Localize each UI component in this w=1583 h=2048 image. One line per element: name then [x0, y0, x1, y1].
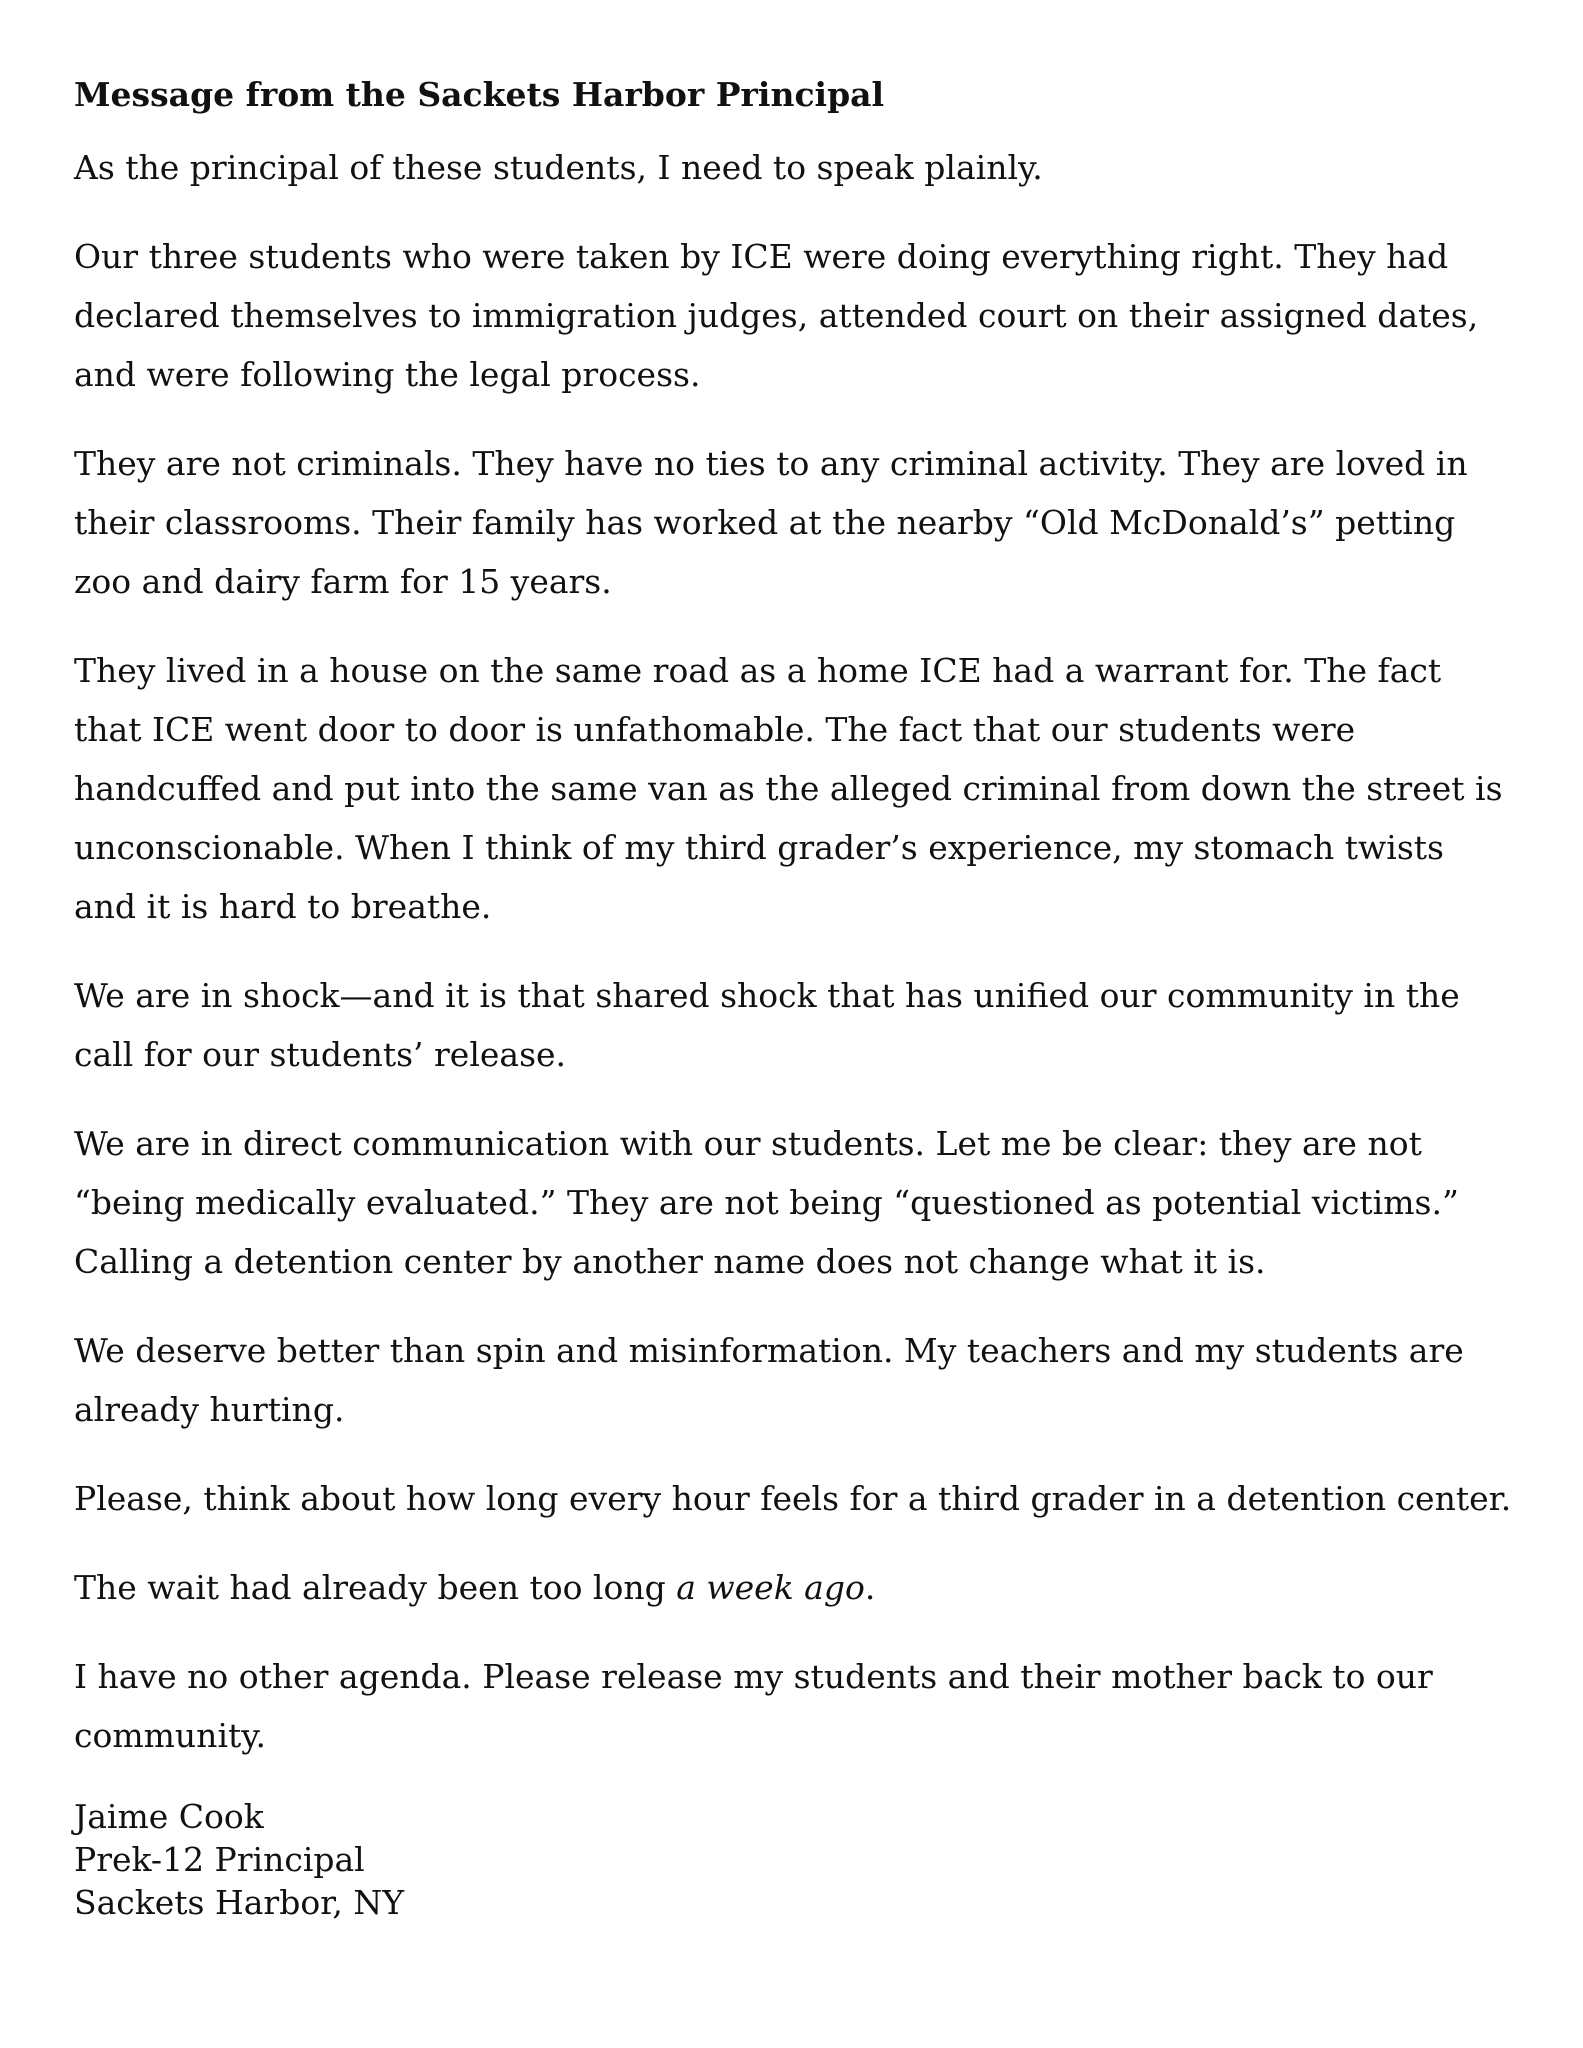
paragraph-house-road: They lived in a house on the same road as a home ICE had a warrant for. The fact that ICE went door to door is unfathomable. The fact that our students were handcuffed and put into the same van as the alleged criminal from down the street is unconscionable. When I think of my third grader’s experience, my stomach twists and it is hard to breathe.: [74, 651, 1503, 926]
paragraph-wait: [74, 1558, 1514, 1617]
paragraph-deserve-better: We deserve better than spin and misinformation. My teachers and my students are already hurting.: [74, 1331, 1464, 1429]
paragraph-not-criminals: They are not criminals. They have no ties to any criminal activity. They are loved in their classrooms. Their family has worked at the nearby “Old McDonald’s” petting zoo and dairy farm for 15 years.: [74, 444, 1468, 601]
paragraph-every-hour: Please, think about how long every hour feels for a third grader in a detention center.: [74, 1479, 1512, 1518]
paragraph-communication: We are in direct communication with our students. Let me be clear: they are not “being medically evaluated.” They are not being “questioned as potential victims.” Calling a detention center by another name does not change what it is.: [74, 1124, 1459, 1281]
signature-location: Sackets Harbor, NY: [74, 1883, 404, 1922]
paragraph-closing: I have no other agenda. Please release my students and their mother back to our community.: [74, 1657, 1433, 1755]
wait-emphasis: a week ago: [676, 1568, 865, 1607]
wait-text: The wait had already been too long: [74, 1568, 677, 1607]
signature-position: Prek-12 Principal: [74, 1840, 365, 1879]
letter-title: Message from the Sackets Harbor Principal: [74, 75, 885, 114]
paragraph-intro: As the principal of these students, I need to speak plainly.: [74, 148, 1043, 187]
letter: [74, 72, 1514, 1924]
signature-name: Jaime Cook: [74, 1797, 264, 1836]
paragraph-shock: We are in shock—and it is that shared shock that has unified our community in the call for our students’ release.: [74, 976, 1460, 1074]
paragraph-students-right: Our three students who were taken by ICE were doing everything right. They had declared themselves to immigration judges, attended court on their assigned dates, and were following the legal process.: [74, 237, 1479, 394]
signature-block: [74, 1795, 1514, 1924]
wait-end: .: [864, 1568, 876, 1607]
